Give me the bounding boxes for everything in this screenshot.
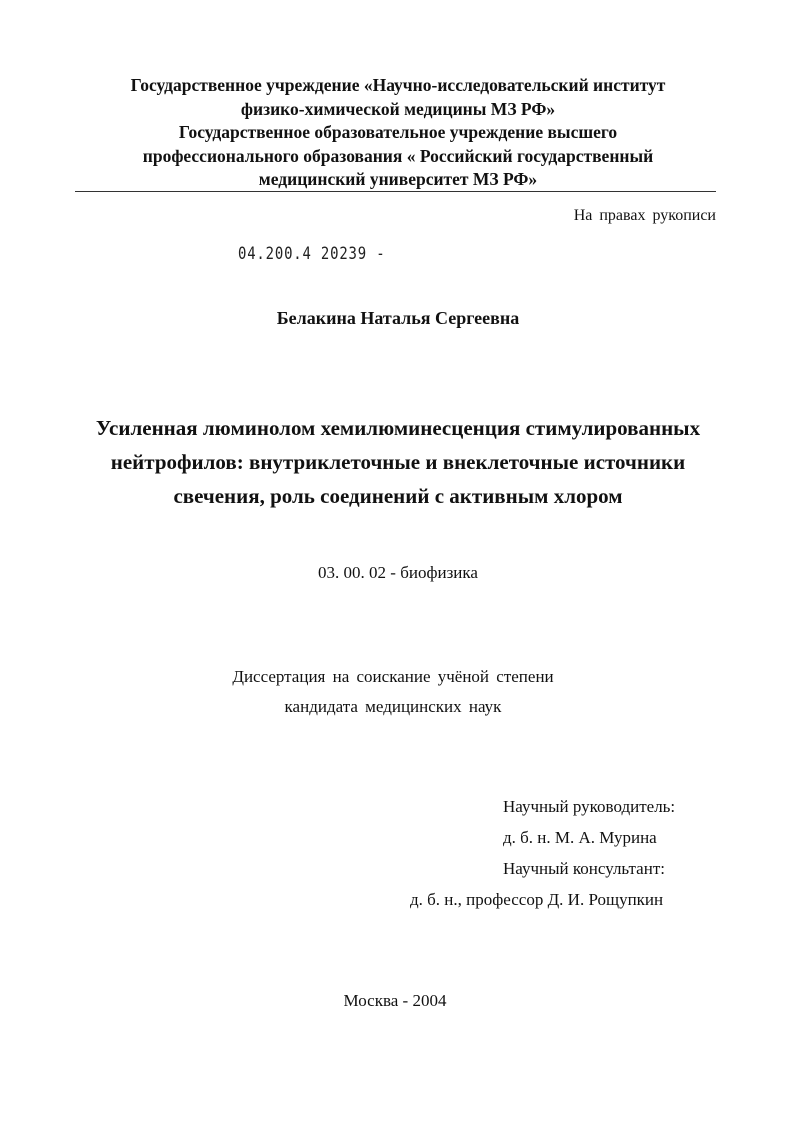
institution-header (80, 74, 716, 192)
header-line-3: Государственное образовательное учреждение высшего (178, 122, 618, 142)
degree-line-2: кандидата медицинских наук (284, 697, 502, 716)
consultant-label: Научный консультант: (503, 859, 665, 878)
degree-statement (0, 662, 786, 722)
header-line-1: Государственное учреждение «Научно-исследовательский институт (130, 75, 666, 95)
header-line-2: физико-химической медицины МЗ РФ» (240, 98, 556, 119)
dissertation-title (60, 411, 736, 513)
header-divider (75, 191, 716, 192)
title-line-1: Усиленная люминолом хемилюминесценция стимулированных (95, 416, 701, 440)
supervisor-label: Научный руководитель: (503, 797, 676, 816)
registration-stamp: 04.200.4 20239 - (238, 244, 386, 264)
author-name: Белакина Наталья Сергеевна (276, 308, 520, 328)
consultant-name: д. б. н., профессор Д. И. Рощупкин (410, 890, 664, 909)
header-line-4: профессионального образования « Российский государственный (142, 145, 654, 166)
specialty-code: 03. 00. 02 - биофизика (318, 563, 478, 582)
title-line-2: нейтрофилов: внутриклеточные и внеклеточные источники (110, 450, 686, 474)
city-year: Москва - 2004 (343, 991, 447, 1010)
manuscript-note: На правах рукописи (573, 207, 716, 224)
supervisor-name: д. б. н. М. А. Мурина (503, 828, 657, 847)
degree-line-1: Диссертация на соискание учёной степени (232, 667, 554, 686)
title-line-3: свечения, роль соединений с активным хлором (173, 484, 623, 508)
header-line-5: медицинский университет МЗ РФ» (258, 169, 538, 189)
supervisors-block (400, 791, 716, 915)
